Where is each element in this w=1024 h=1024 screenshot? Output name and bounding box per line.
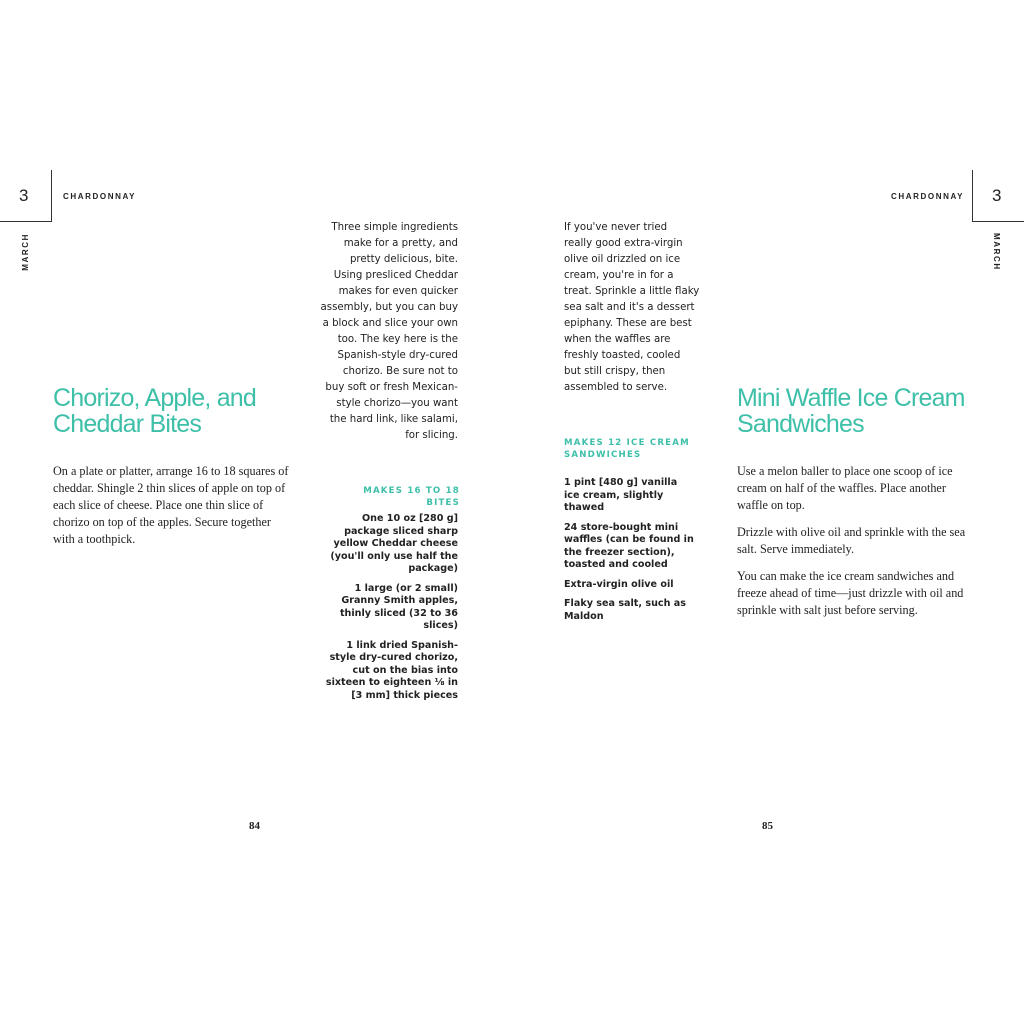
headnote-line: when the waffles are (564, 334, 671, 345)
headnote-line: assembly, but you can buy (320, 302, 458, 313)
headnote-line: make for a pretty, and (343, 238, 458, 249)
ingredient-item: 24 store-bought mini waffles (can be found in the freezer section), toasted and cooled (564, 521, 694, 570)
headnote-line: sea salt and it's a dessert (564, 302, 695, 313)
headnote-line: too. The key here is the (337, 334, 458, 345)
headnote-line: but still crispy, then (564, 366, 666, 377)
headnote (318, 220, 458, 444)
method-paragraph: You can make the ice cream sandwiches and freeze ahead of time—just drizzle with oil and sprinkle with salt just before serving. (737, 569, 964, 617)
ingredient-item: 1 large (or 2 small) Granny Smith apples, thinly sliced (32 to 36 slices) (339, 582, 458, 631)
headnote (564, 220, 704, 396)
page-number: 84 (249, 820, 260, 832)
headnote-line: the hard link, like salami, (329, 414, 458, 425)
recipe-title-line-1: Chorizo, Apple, and (53, 384, 257, 412)
ingredient-item: 1 pint [480 g] vanilla ice cream, slightly thawed (564, 477, 678, 513)
recipe-yield-line-1: MAKES 12 ICE CREAM (564, 438, 690, 448)
chapter-number: 3 (992, 186, 1002, 205)
ingredient-item: 1 link dried Spanish-style dry-cured chorizo, cut on the bias into sixteen to eighteen ⅛ in [3 mm] thick pieces (325, 639, 458, 701)
headnote-line: assembled to serve. (564, 382, 668, 393)
chapter-tab-underline (972, 221, 1024, 222)
recipe-yield-line-2: SANDWICHES (564, 450, 642, 460)
running-head: CHARDONNAY (891, 192, 965, 201)
headnote-line: epiphany. These are best (564, 318, 692, 329)
headnote-line: style chorizo—you want (336, 398, 458, 409)
recipe-yield (564, 437, 714, 461)
chapter-tab-rule (51, 170, 52, 222)
headnote-line: Using presliced Cheddar (333, 270, 458, 281)
recipe-title (737, 385, 987, 437)
headnote-line: If you've never tried (564, 222, 668, 233)
chapter-tab-rule (972, 170, 973, 222)
ingredient-item: Flaky sea salt, such as Maldon (564, 598, 686, 622)
recipe-title-line-2: Sandwiches (737, 410, 864, 438)
method-paragraph: Drizzle with olive oil and sprinkle with the sea salt. Serve immediately. (737, 525, 966, 556)
headnote-line: Spanish-style dry-cured (337, 350, 458, 361)
ingredient-item: Extra-virgin olive oil (564, 578, 674, 590)
ingredient-list (322, 513, 458, 709)
running-head: CHARDONNAY (63, 192, 137, 201)
ingredient-item: One 10 oz [280 g] package sliced sharp yellow Cheddar cheese (you'll only use half the package) (330, 513, 458, 574)
headnote-line: makes for even quicker (338, 286, 458, 297)
side-month-label: MARCH (21, 233, 30, 271)
headnote-line: cream, you're in for a (564, 270, 674, 281)
headnote-line: a block and slice your own (322, 318, 458, 329)
recipe-title (53, 385, 293, 437)
recipe-yield: MAKES 16 TO 18 BITES (363, 486, 460, 508)
headnote-line: Three simple ingredients (331, 222, 458, 233)
recipe-title-line-2: Cheddar Bites (53, 410, 202, 438)
chapter-number: 3 (19, 186, 29, 205)
headnote-line: really good extra-virgin (564, 238, 683, 249)
method-paragraph: Use a melon baller to place one scoop of ice cream on half of the waffles. Place another waffle on top. (737, 464, 953, 512)
headnote-line: olive oil drizzled on ice (564, 254, 681, 265)
headnote-line: freshly toasted, cooled (564, 350, 681, 361)
headnote-line: buy soft or fresh Mexican- (325, 382, 458, 393)
ingredient-list (564, 477, 694, 630)
headnote-line: for slicing. (405, 430, 458, 441)
headnote-line: pretty delicious, bite. (349, 254, 458, 265)
method-paragraph: On a plate or platter, arrange 16 to 18 squares of cheddar. Shingle 2 thin slices of apple on top of each slice of cheese. Place one thin slice of chorizo on top of the apples. Secure together with a toothpick. (53, 464, 289, 546)
right-page (512, 0, 1024, 1024)
method-text (737, 463, 977, 629)
headnote-line: chorizo. Be sure not to (342, 366, 458, 377)
chapter-tab-underline (0, 221, 52, 222)
page-number: 85 (762, 820, 773, 832)
headnote-line: treat. Sprinkle a little flaky (564, 286, 700, 297)
side-month-label: MARCH (992, 233, 1001, 271)
recipe-title-line-1: Mini Waffle Ice Cream (737, 384, 965, 412)
method-text (53, 463, 293, 558)
